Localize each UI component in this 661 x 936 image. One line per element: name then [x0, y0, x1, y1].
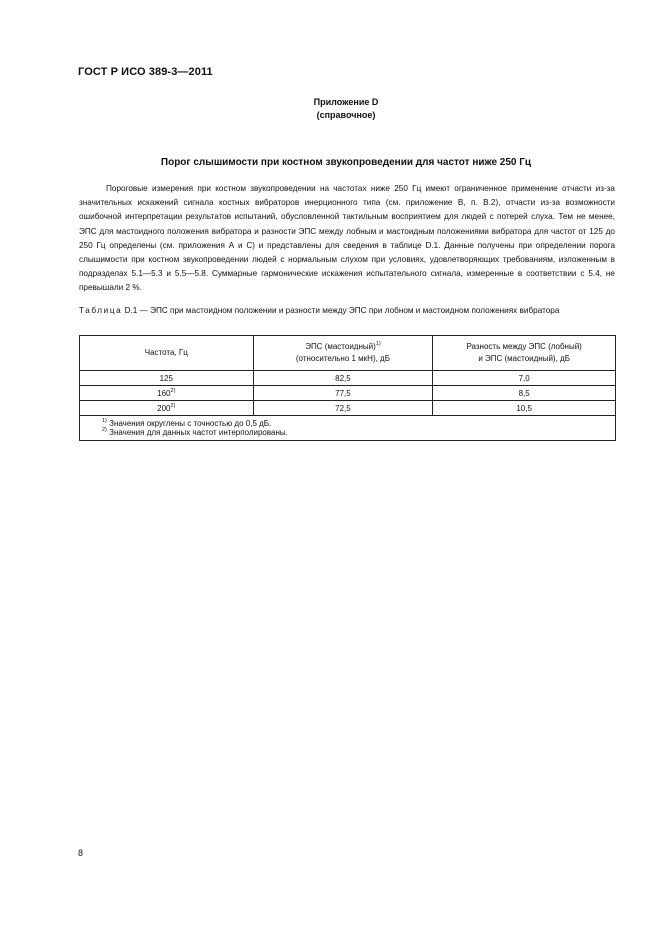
table-notes-row [80, 416, 616, 441]
cell-difference: 10,5 [433, 401, 616, 416]
cell-frequency: 160$^{2)}$ [80, 386, 254, 401]
table-caption-dash: — [139, 306, 151, 315]
header-eps-line1: ЭПС (мастоидный) [305, 342, 376, 351]
table-note: $^{2)}$ Значения для данных частот интерполированы. [102, 427, 288, 437]
table-header-row [80, 336, 616, 371]
table-caption-label: Таблица [79, 306, 123, 315]
table-row [80, 386, 616, 401]
header-eps [253, 336, 433, 371]
cell-eps: 82,5 [253, 371, 433, 386]
body-paragraph: Пороговые измерения при костном звукопроведении на частотах ниже 250 Гц имеют ограниченное применение отчасти из-за значительных искажений сигнала костных вибраторов инерционного типа (см. приложение В, п. В.2), отчасти из-за возможности ошибочной интерпретации результатов испытаний, обусловленной тактильным восприятием для людей с потерей слуха. Тем не менее, ЭПС для мастоидного положения вибратора и разности ЭПС между лобным и мастоидным положениями вибратора для частот от 125 до 250 Гц определены (см. приложения А и С) и представлены для сведения в таблице D.1. Данные получены при определении порога слышимости при костном звукопроведении людей с нормальным слухом при условиях, удовлетворяющих требованиям, изложенным в подразделах 5.1—5.3 и 5.5—5.8. Суммарные гармонические искажения испытательного сигнала, измеренные в соответствии с 5.4, не превышали 2 %. [79, 184, 615, 293]
header-diff-line2: и ЭПС (мастоидный), дБ [478, 354, 570, 363]
table-note: $^{1)}$ Значения округлены с точностью до 0,5 дБ. [102, 418, 272, 428]
cell-frequency: 125 [80, 371, 254, 386]
annex-status: (справочное) [316, 110, 376, 120]
page-number: 8 [78, 848, 84, 858]
header-eps-line2: (относительно 1 мкН), дБ [295, 354, 390, 363]
cell-eps: 72,5 [253, 401, 433, 416]
table-caption-number: D.1 [124, 306, 138, 315]
standard-code: ГОСТ Р ИСО 389-3—2011 [78, 66, 213, 78]
cell-eps: 77,5 [253, 386, 433, 401]
header-frequency: Частота, Гц [80, 336, 254, 371]
annex-heading [0, 96, 661, 122]
cell-difference: 8,5 [433, 386, 616, 401]
cell-difference: 7,0 [433, 371, 616, 386]
table-caption [79, 305, 616, 317]
header-diff-line1: Разность между ЭПС (лобный) [466, 342, 582, 351]
annex-title: Приложение D [313, 97, 379, 107]
body-text [79, 182, 615, 296]
section-title: Порог слышимости при костном звукопроведении для частот ниже 250 Гц [160, 157, 532, 168]
table-row [80, 401, 616, 416]
table-notes [80, 416, 616, 441]
data-table [79, 335, 616, 441]
header-eps-footnote-mark: 1) [375, 341, 381, 347]
table-caption-text: ЭПС при мастоидном положении и разности между ЭПС при лобном и мастоидном положениях вибратора [150, 306, 560, 315]
table-row [80, 371, 616, 386]
cell-frequency: 200$^{2)}$ [80, 401, 254, 416]
header-difference [433, 336, 616, 371]
